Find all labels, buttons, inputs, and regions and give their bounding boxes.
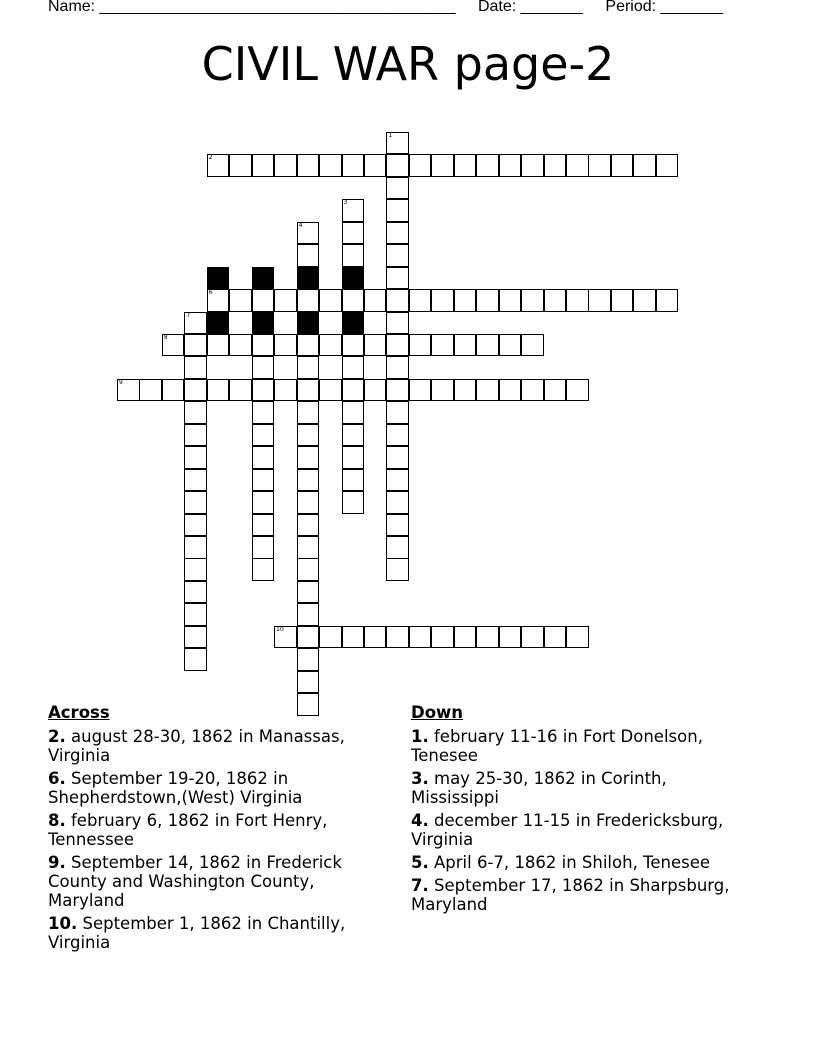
grid-cell[interactable] <box>431 379 454 402</box>
name-field: Name: ________________________________________ <box>48 0 456 15</box>
clue-number: 9. <box>48 853 66 872</box>
grid-cell[interactable] <box>499 154 522 177</box>
grid-cell[interactable] <box>252 379 275 402</box>
grid-cell[interactable] <box>431 334 454 357</box>
grid-cell[interactable] <box>656 154 679 177</box>
grid-cell[interactable] <box>297 491 320 514</box>
grid-cell[interactable] <box>566 154 589 177</box>
grid-cell[interactable] <box>274 626 297 649</box>
grid-cell[interactable] <box>431 154 454 177</box>
grid-cell[interactable] <box>274 334 297 357</box>
grid-cell[interactable] <box>297 648 320 671</box>
grid-cell[interactable] <box>252 401 275 424</box>
grid-cell[interactable] <box>184 648 207 671</box>
grid-block-cell <box>252 312 275 335</box>
grid-cell[interactable] <box>656 289 679 312</box>
grid-cell[interactable] <box>386 177 409 200</box>
cell-number: 2 <box>208 154 213 162</box>
grid-cell[interactable] <box>297 379 320 402</box>
grid-cell[interactable] <box>184 401 207 424</box>
grid-cell[interactable] <box>342 356 365 379</box>
grid-cell[interactable] <box>342 401 365 424</box>
grid-cell[interactable] <box>386 154 409 177</box>
grid-cell[interactable] <box>566 626 589 649</box>
grid-cell[interactable] <box>184 312 207 335</box>
grid-cell[interactable] <box>184 356 207 379</box>
grid-cell[interactable] <box>207 154 230 177</box>
grid-cell[interactable] <box>207 289 230 312</box>
grid-cell[interactable] <box>588 154 611 177</box>
grid-cell[interactable] <box>319 379 342 402</box>
grid-cell[interactable] <box>386 626 409 649</box>
grid-cell[interactable] <box>544 154 567 177</box>
grid-cell[interactable] <box>342 379 365 402</box>
grid-cell[interactable] <box>184 379 207 402</box>
grid-cell[interactable] <box>544 379 567 402</box>
grid-cell[interactable] <box>499 289 522 312</box>
cell-number: 4 <box>298 221 303 229</box>
grid-cell[interactable] <box>297 222 320 245</box>
grid-cell[interactable] <box>252 491 275 514</box>
grid-cell[interactable] <box>297 558 320 581</box>
grid-cell[interactable] <box>342 222 365 245</box>
grid-cell[interactable] <box>409 334 432 357</box>
clue-text: September 19-20, 1862 in Shepherdstown,(West) Virginia <box>48 769 303 807</box>
grid-cell[interactable] <box>342 244 365 267</box>
grid-cell[interactable] <box>386 267 409 290</box>
grid-cell[interactable] <box>544 626 567 649</box>
grid-cell[interactable] <box>252 334 275 357</box>
grid-cell[interactable] <box>252 289 275 312</box>
grid-cell[interactable] <box>342 334 365 357</box>
page-title: CIVIL WAR page-2 <box>201 37 615 91</box>
grid-cell[interactable] <box>252 536 275 559</box>
grid-cell[interactable] <box>319 289 342 312</box>
grid-cell[interactable] <box>184 491 207 514</box>
grid-cell[interactable] <box>454 626 477 649</box>
clue-number: 10. <box>48 914 78 933</box>
grid-cell[interactable] <box>454 379 477 402</box>
grid-cell[interactable] <box>297 671 320 694</box>
grid-cell[interactable] <box>297 446 320 469</box>
grid-cell[interactable] <box>252 446 275 469</box>
cell-number: 5 <box>253 266 258 274</box>
grid-cell[interactable] <box>229 334 252 357</box>
grid-cell[interactable] <box>297 244 320 267</box>
down-clues <box>411 703 756 918</box>
clue-down-1 <box>411 727 756 765</box>
clue-number: 4. <box>411 811 429 830</box>
cell-number: 6 <box>208 289 213 297</box>
clue-text: September 1, 1862 in Chantilly, Virginia <box>48 914 346 952</box>
grid-cell[interactable] <box>386 424 409 447</box>
grid-cell[interactable] <box>184 558 207 581</box>
clue-text: September 17, 1862 in Sharpsburg, Maryland <box>411 876 730 914</box>
grid-cell[interactable] <box>342 491 365 514</box>
grid-block-cell <box>252 267 275 290</box>
grid-cell[interactable] <box>521 626 544 649</box>
grid-cell[interactable] <box>633 289 656 312</box>
grid-cell[interactable] <box>297 289 320 312</box>
grid-block-cell <box>342 267 365 290</box>
grid-cell[interactable] <box>342 424 365 447</box>
grid-cell[interactable] <box>521 334 544 357</box>
grid-cell[interactable] <box>386 132 409 155</box>
clue-text: September 14, 1862 in Frederick County and Washington County, Maryland <box>48 853 342 910</box>
grid-cell[interactable] <box>297 581 320 604</box>
grid-block-cell <box>207 267 230 290</box>
grid-block-cell <box>297 267 320 290</box>
grid-cell[interactable] <box>162 334 185 357</box>
grid-cell[interactable] <box>342 446 365 469</box>
grid-cell[interactable] <box>342 199 365 222</box>
grid-cell[interactable] <box>566 289 589 312</box>
grid-cell[interactable] <box>431 289 454 312</box>
clue-number: 7. <box>411 876 429 895</box>
grid-cell[interactable] <box>274 289 297 312</box>
grid-cell[interactable] <box>499 626 522 649</box>
grid-cell[interactable] <box>476 154 499 177</box>
grid-cell[interactable] <box>252 356 275 379</box>
clue-text: may 25-30, 1862 in Corinth, Mississippi <box>411 769 667 807</box>
grid-cell[interactable] <box>207 379 230 402</box>
date-field: Date: _______ <box>477 0 583 15</box>
clue-text: august 28-30, 1862 in Manassas, Virginia <box>48 727 345 765</box>
grid-cell[interactable] <box>386 401 409 424</box>
grid-cell[interactable] <box>252 514 275 537</box>
clue-number: 2. <box>48 727 66 746</box>
grid-block-cell <box>342 312 365 335</box>
grid-cell[interactable] <box>297 514 320 537</box>
grid-cell[interactable] <box>319 334 342 357</box>
grid-cell[interactable] <box>229 289 252 312</box>
grid-cell[interactable] <box>521 154 544 177</box>
grid-cell[interactable] <box>454 289 477 312</box>
grid-cell[interactable] <box>297 603 320 626</box>
grid-cell[interactable] <box>297 536 320 559</box>
grid-cell[interactable] <box>297 469 320 492</box>
grid-block-cell <box>207 312 230 335</box>
cell-number: 3 <box>343 199 348 207</box>
grid-cell[interactable] <box>184 626 207 649</box>
grid-cell[interactable] <box>386 446 409 469</box>
grid-block-cell <box>297 312 320 335</box>
grid-cell[interactable] <box>454 334 477 357</box>
clue-text: April 6-7, 1862 in Shiloh, Tenesee <box>434 853 710 872</box>
grid-cell[interactable] <box>386 334 409 357</box>
cell-number: 8 <box>163 333 168 341</box>
clue-text: february 6, 1862 in Fort Henry, Tennessee <box>48 811 328 849</box>
cell-number: 10 <box>276 625 284 633</box>
clue-number: 1. <box>411 727 429 746</box>
clue-text: february 11-16 in Fort Donelson, Tenesee <box>411 727 703 765</box>
grid-cell[interactable] <box>386 536 409 559</box>
cell-number: 1 <box>388 131 393 139</box>
grid-cell[interactable] <box>476 379 499 402</box>
clue-number: 5. <box>411 853 429 872</box>
clue-text: december 11-15 in Fredericksburg, Virginia <box>411 811 724 849</box>
grid-cell[interactable] <box>386 312 409 335</box>
grid-cell[interactable] <box>364 154 387 177</box>
clue-across-6 <box>48 769 378 807</box>
grid-cell[interactable] <box>342 626 365 649</box>
grid-cell[interactable] <box>274 154 297 177</box>
clue-number: 6. <box>48 769 66 788</box>
clue-down-3 <box>411 769 756 807</box>
grid-cell[interactable] <box>184 581 207 604</box>
grid-cell[interactable] <box>521 289 544 312</box>
grid-cell[interactable] <box>633 154 656 177</box>
clue-down-4 <box>411 811 756 849</box>
grid-cell[interactable] <box>252 424 275 447</box>
grid-cell[interactable] <box>409 379 432 402</box>
grid-cell[interactable] <box>386 244 409 267</box>
grid-cell[interactable] <box>184 514 207 537</box>
grid-cell[interactable] <box>588 289 611 312</box>
grid-cell[interactable] <box>364 334 387 357</box>
grid-cell[interactable] <box>252 558 275 581</box>
grid-cell[interactable] <box>566 379 589 402</box>
grid-cell[interactable] <box>252 469 275 492</box>
grid-cell[interactable] <box>184 446 207 469</box>
grid-cell[interactable] <box>386 469 409 492</box>
grid-cell[interactable] <box>364 626 387 649</box>
grid-cell[interactable] <box>207 334 230 357</box>
clue-down-7 <box>411 876 756 914</box>
down-heading: Down <box>411 703 464 722</box>
grid-cell[interactable] <box>611 289 634 312</box>
grid-cell[interactable] <box>319 626 342 649</box>
grid-cell[interactable] <box>229 379 252 402</box>
grid-cell[interactable] <box>386 356 409 379</box>
clue-number: 8. <box>48 811 66 830</box>
grid-cell[interactable] <box>499 334 522 357</box>
grid-cell[interactable] <box>342 469 365 492</box>
clue-across-2 <box>48 727 378 765</box>
grid-cell[interactable] <box>611 154 634 177</box>
grid-cell[interactable] <box>162 379 185 402</box>
grid-cell[interactable] <box>297 401 320 424</box>
grid-cell[interactable] <box>297 424 320 447</box>
grid-cell[interactable] <box>184 536 207 559</box>
grid-cell[interactable] <box>521 379 544 402</box>
grid-cell[interactable] <box>431 626 454 649</box>
across-clues <box>48 703 378 956</box>
period-field: Period: _______ <box>605 0 723 15</box>
clue-across-8 <box>48 811 378 849</box>
clue-across-9 <box>48 853 378 910</box>
grid-cell[interactable] <box>386 222 409 245</box>
grid-cell[interactable] <box>386 289 409 312</box>
grid-cell[interactable] <box>454 154 477 177</box>
grid-cell[interactable] <box>117 379 140 402</box>
grid-cell[interactable] <box>319 154 342 177</box>
grid-cell[interactable] <box>409 626 432 649</box>
grid-cell[interactable] <box>476 289 499 312</box>
grid-cell[interactable] <box>252 154 275 177</box>
grid-cell[interactable] <box>386 514 409 537</box>
grid-cell[interactable] <box>364 289 387 312</box>
clue-number: 3. <box>411 769 429 788</box>
grid-cell[interactable] <box>229 154 252 177</box>
across-heading: Across <box>48 703 110 722</box>
grid-cell[interactable] <box>297 334 320 357</box>
cell-number: 9 <box>119 378 123 386</box>
grid-cell[interactable] <box>184 334 207 357</box>
grid-cell[interactable] <box>184 424 207 447</box>
grid-cell[interactable] <box>544 289 567 312</box>
grid-cell[interactable] <box>184 469 207 492</box>
grid-cell[interactable] <box>297 626 320 649</box>
grid-cell[interactable] <box>342 154 365 177</box>
grid-cell[interactable] <box>409 154 432 177</box>
grid-cell[interactable] <box>274 379 297 402</box>
grid-cell[interactable] <box>386 558 409 581</box>
grid-cell[interactable] <box>409 289 432 312</box>
grid-cell[interactable] <box>184 603 207 626</box>
grid-cell[interactable] <box>499 379 522 402</box>
grid-cell[interactable] <box>476 626 499 649</box>
clue-across-10 <box>48 914 378 952</box>
grid-cell[interactable] <box>297 356 320 379</box>
clue-down-5 <box>411 853 756 872</box>
grid-cell[interactable] <box>476 334 499 357</box>
grid-cell[interactable] <box>386 199 409 222</box>
grid-cell[interactable] <box>342 289 365 312</box>
grid-cell[interactable] <box>139 379 162 402</box>
grid-cell[interactable] <box>364 379 387 402</box>
grid-cell[interactable] <box>386 491 409 514</box>
cell-number: 7 <box>186 311 191 319</box>
grid-cell[interactable] <box>297 154 320 177</box>
grid-cell[interactable] <box>386 379 409 402</box>
